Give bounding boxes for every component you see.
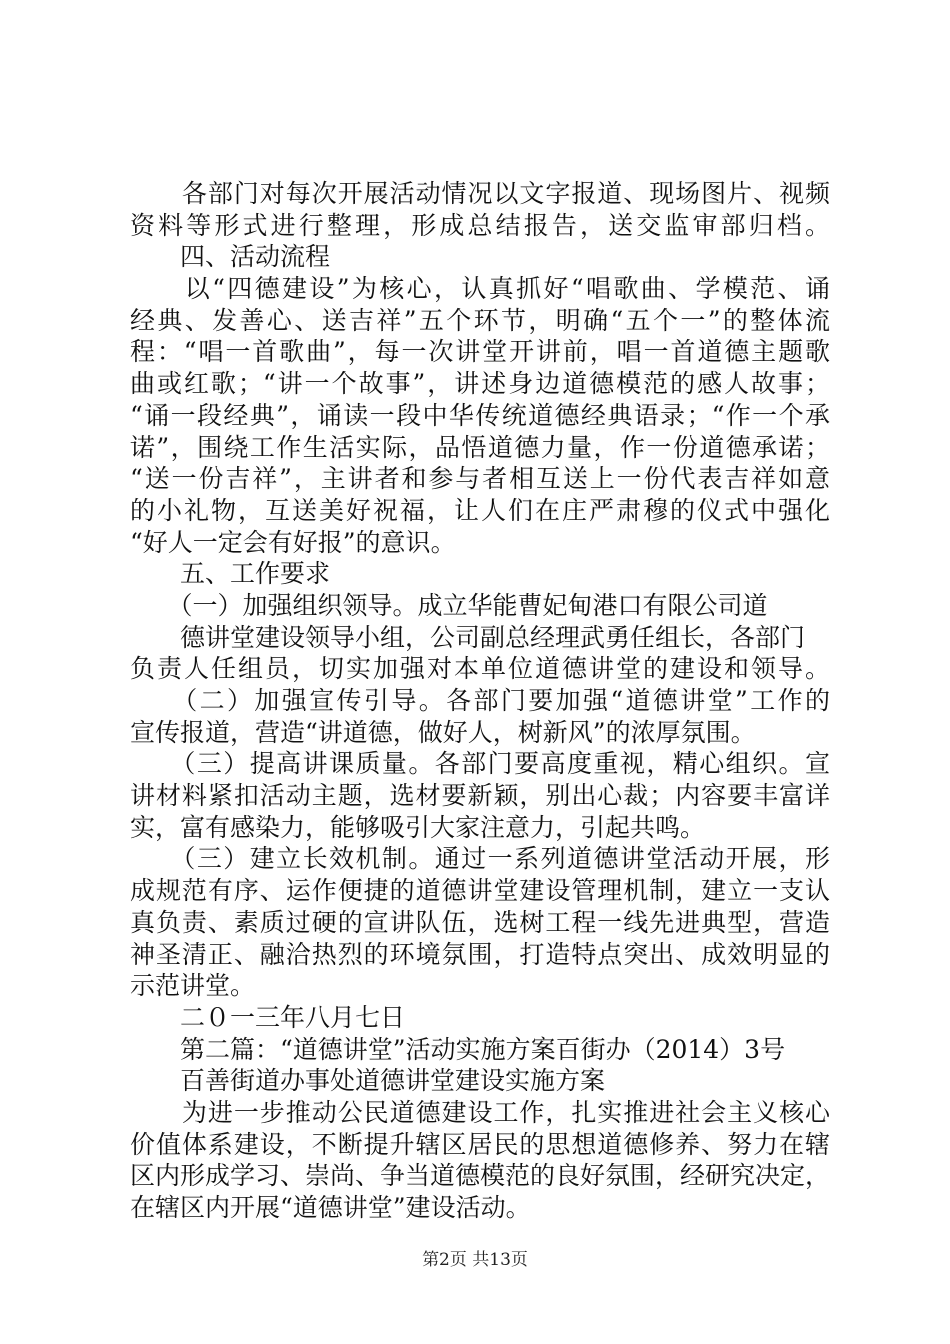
body-line: 区内形成学习、崇尚、争当道德模范的良好氛围，经研究决定，: [130, 1161, 830, 1190]
body-line: 负责人任组员，切实加强对本单位道德讲堂的建设和领导。: [130, 654, 830, 683]
body-line: 各部门对每次开展活动情况以文字报道、现场图片、视频: [130, 179, 830, 208]
body-line: 为进一步推动公民道德建设工作，扎实推进社会主义核心: [130, 1098, 830, 1127]
body-line: （二）加强宣传引导。各部门要加强“道德讲堂”工作的: [130, 686, 830, 715]
body-line: 诺”，围绕工作生活实际，品悟道德力量，作一份道德承诺；: [130, 433, 830, 462]
section-heading: 五、工作要求: [130, 559, 331, 588]
body-line: 曲或红歌；“讲一个故事”，讲述身边道德模范的感人故事；: [130, 369, 830, 398]
chapter-subtitle: 百善街道办事处道德讲堂建设实施方案: [130, 1066, 606, 1095]
body-line: 资料等形式进行整理，形成总结报告，送交监审部归档。: [130, 211, 830, 240]
body-line: （三）建立长效机制。通过一系列道德讲堂活动开展，形: [130, 844, 830, 873]
body-line: 价值体系建设，不断提升辖区居民的思想道德修养、努力在辖: [130, 1130, 830, 1159]
body-line: （一）加强组织领导。成立华能曹妃甸港口有限公司道: [130, 591, 768, 620]
page-footer: 第2页 共13页: [422, 1250, 528, 1270]
body-line: “好人一定会有好报”的意识。: [130, 528, 456, 557]
body-line: 程：“唱一首歌曲”，每一次讲堂开讲前，唱一首道德主题歌: [130, 337, 830, 366]
body-line: 讲材料紧扣活动主题，选材要新颖，别出心裁；内容要丰富详: [130, 781, 830, 810]
body-line: 实，富有感染力，能够吸引大家注意力，引起共鸣。: [130, 813, 706, 842]
body-line: 真负责、素质过硬的宣讲队伍，选树工程一线先进典型，营造: [130, 908, 830, 937]
body-line: 成规范有序、运作便捷的道德讲堂建设管理机制，建立一支认: [130, 876, 830, 905]
date-line: 二０一三年八月七日: [130, 1003, 406, 1032]
body-line: （三）提高讲课质量。各部门要高度重视，精心组织。宣: [130, 749, 830, 778]
chapter-title: 第二篇：“道德讲堂”活动实施方案百街办（2014）3号: [130, 1035, 786, 1064]
body-line: “送一份吉祥”，主讲者和参与者相互送上一份代表吉祥如意: [130, 464, 830, 493]
body-line: 示范讲堂。: [130, 971, 256, 1000]
body-line: 以“四德建设”为核心，认真抓好“唱歌曲、学模范、诵: [130, 274, 830, 303]
body-line: 德讲堂建设领导小组，公司副总经理武勇任组长，各部门: [130, 623, 806, 652]
body-line: 宣传报道，营造“讲道德，做好人，树新风”的浓厚氛围。: [130, 718, 756, 747]
section-heading: 四、活动流程: [130, 242, 331, 271]
body-line: 在辖区内开展“道德讲堂”建设活动。: [130, 1193, 531, 1222]
body-line: 神圣清正、融洽热烈的环境氛围，打造特点突出、成效明显的: [130, 940, 830, 969]
body-line: 经典、发善心、送吉祥”五个环节，明确“五个一”的整体流: [130, 306, 830, 335]
body-line: “诵一段经典”，诵读一段中华传统道德经典语录；“作一个承: [130, 401, 830, 430]
body-line: 的小礼物，互送美好祝福，让人们在庄严肃穆的仪式中强化: [130, 496, 830, 525]
